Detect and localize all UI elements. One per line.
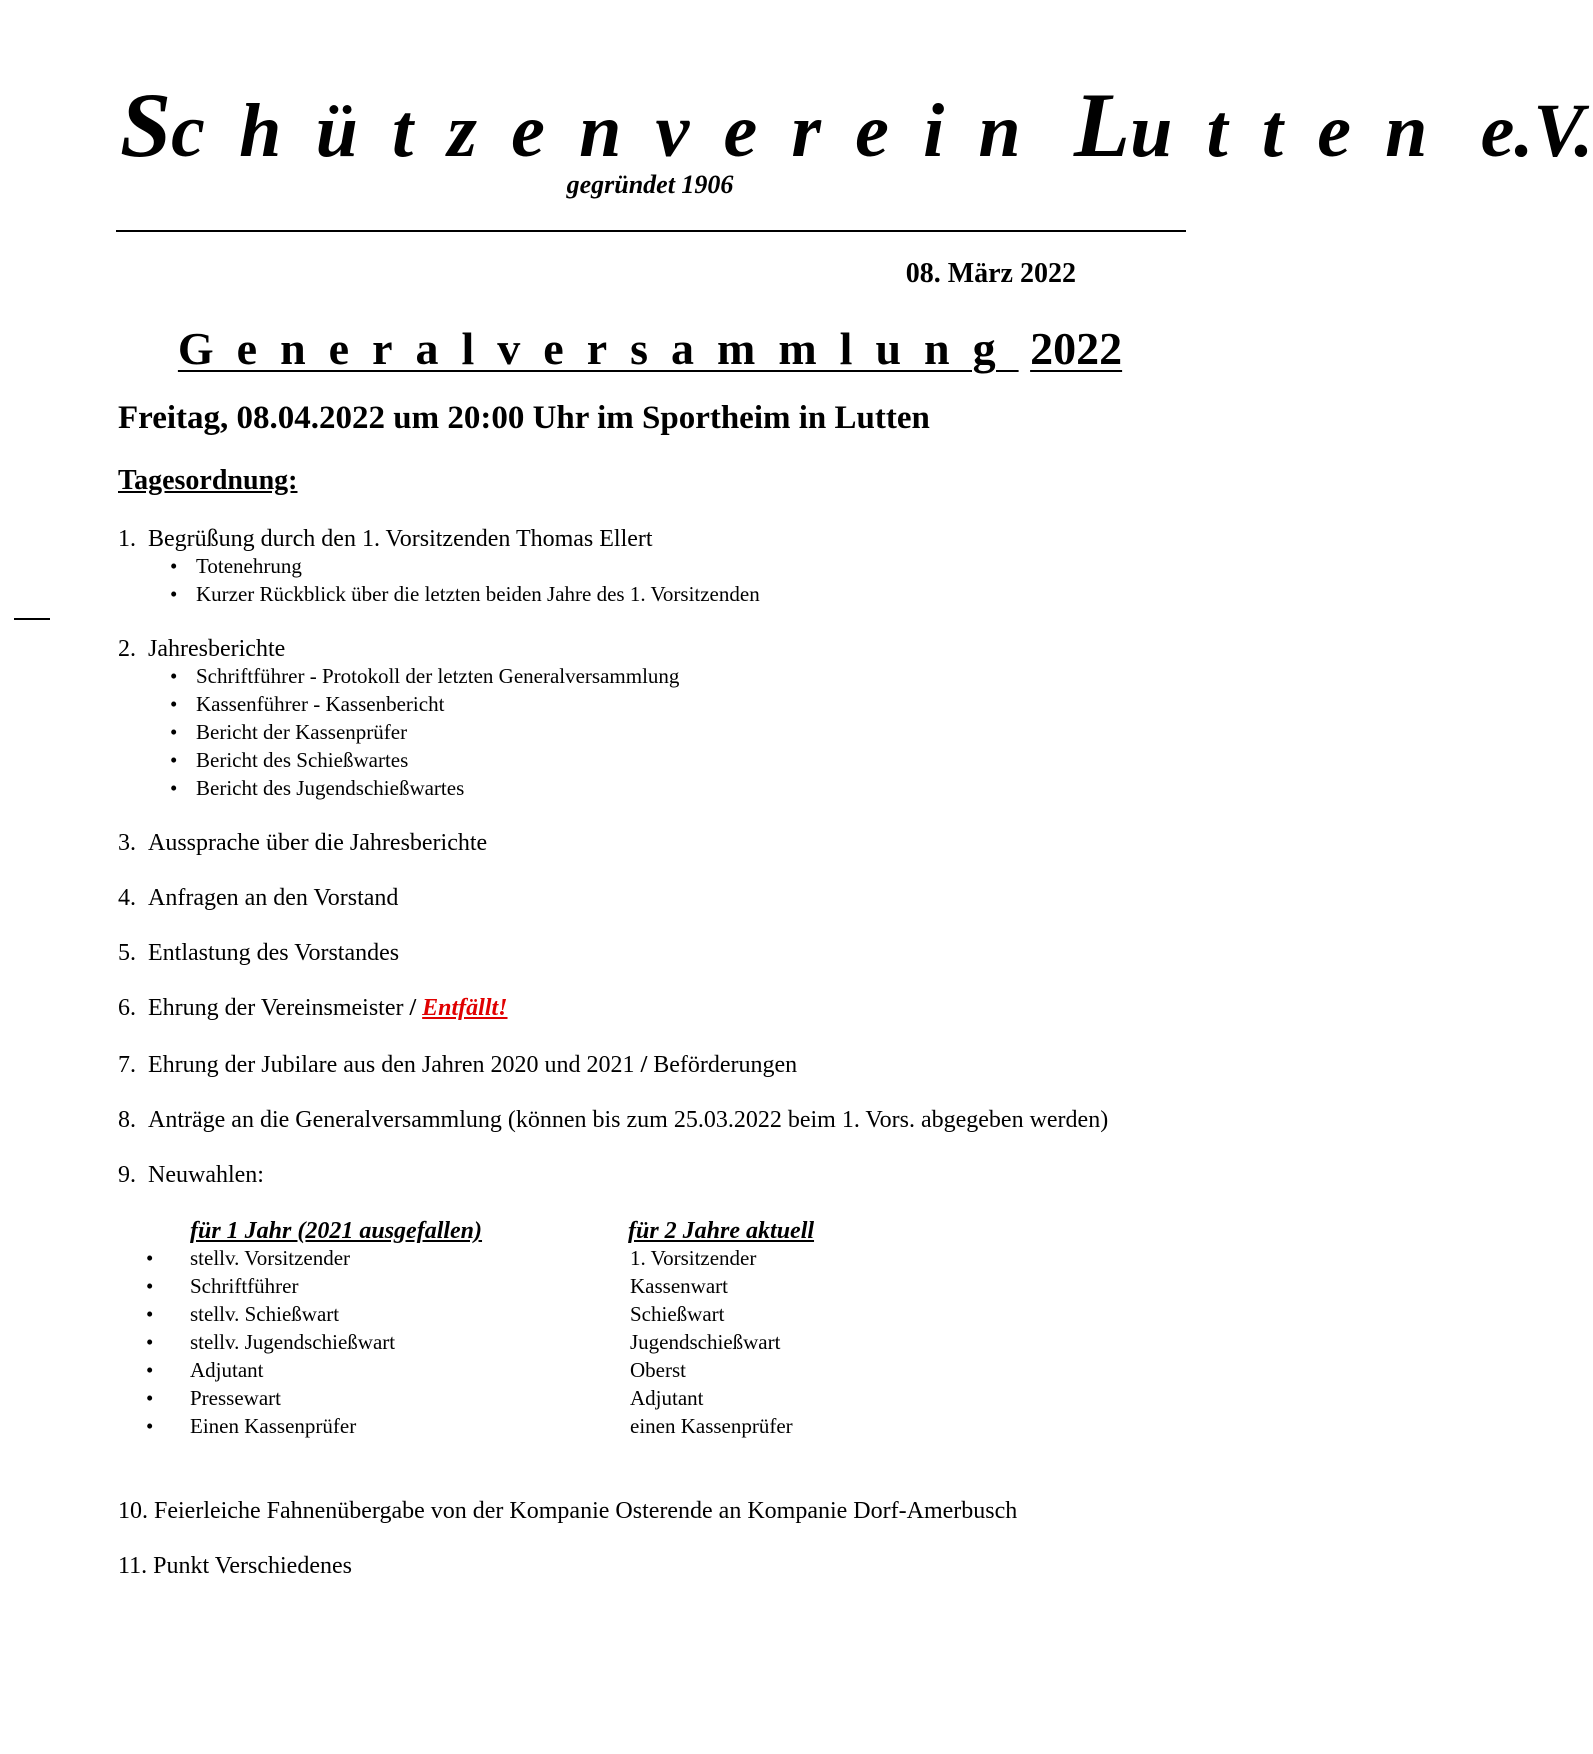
cancelled-note: Entfällt!	[422, 995, 508, 1021]
agenda-subitem: • Kassenführer - Kassenbericht	[196, 692, 444, 717]
list-bullet: •	[146, 1358, 154, 1382]
election-col2-entry: einen Kassenprüfer	[630, 1414, 793, 1438]
agenda-item-11: 11. Punkt Verschiedenes	[118, 1553, 352, 1579]
agenda-subitem: • Kurzer Rückblick über die letzten beiden Jahre des 1. Vorsitzenden	[196, 582, 760, 607]
agenda-subitem: • Totenehrung	[196, 554, 302, 579]
list-bullet: •	[146, 1330, 154, 1354]
election-col1-entry: Pressewart	[190, 1386, 281, 1410]
heading-year: 2022	[1030, 323, 1123, 374]
list-bullet: •	[146, 1274, 154, 1298]
election-col2-entry: Kassenwart	[630, 1274, 728, 1298]
document-heading	[120, 322, 1180, 375]
fold-mark	[14, 618, 50, 620]
agenda-item-1: 1. Begrüßung durch den 1. Vorsitzenden Thomas Ellert	[118, 526, 653, 552]
election-col2-entry: Schießwart	[630, 1302, 725, 1326]
document-date: 08. März 2022	[905, 258, 1076, 289]
meeting-info: Freitag, 08.04.2022 um 20:00 Uhr im Sportheim in Lutten	[118, 400, 930, 436]
agenda-item-9: 9. Neuwahlen:	[118, 1162, 264, 1188]
election-col2-entry: Jugendschießwart	[630, 1330, 781, 1354]
election-col1-header: für 1 Jahr (2021 ausgefallen)	[190, 1218, 483, 1244]
agenda-item-10: 10. Feierleiche Fahnenübergabe von der Kompanie Osterende an Kompanie Dorf-Amerbusch	[118, 1498, 1018, 1524]
agenda-item-7: 7. Ehrung der Jubilare aus den Jahren 2020 und 2021 / Beförderungen	[118, 1052, 798, 1078]
election-col1-entry: stellv. Jugendschießwart	[190, 1330, 396, 1354]
election-col2-header: für 2 Jahre aktuell	[628, 1218, 815, 1244]
election-col2-entry: Adjutant	[630, 1386, 704, 1410]
agenda-item-2: 2. Jahresberichte	[118, 636, 286, 662]
agenda-item-6: 6. Ehrung der Vereinsmeister / Entfällt!	[118, 995, 508, 1021]
header-divider	[116, 230, 1186, 232]
agenda-subitem: • Bericht des Schießwartes	[196, 748, 408, 773]
election-col1-entry: Schriftführer	[190, 1274, 299, 1298]
club-name-part1: chützenverein	[171, 89, 1055, 173]
club-name-part2: utten	[1130, 89, 1462, 173]
list-bullet: •	[146, 1414, 154, 1438]
agenda-subitem: • Bericht der Kassenprüfer	[196, 720, 407, 745]
election-col2-entry: Oberst	[630, 1358, 686, 1382]
election-col2-entry: 1. Vorsitzender	[630, 1246, 757, 1270]
agenda-title: Tagesordnung:	[118, 465, 298, 496]
agenda-item-3: 3. Aussprache über die Jahresberichte	[118, 830, 488, 856]
agenda-item-5: 5. Entlastung des Vorstandes	[118, 940, 400, 966]
club-name-part3: e.V.	[1480, 89, 1593, 173]
agenda-item-4: 4. Anfragen an den Vorstand	[118, 885, 399, 911]
founded-line: gegründet 1906	[566, 170, 734, 199]
list-bullet: •	[146, 1246, 154, 1270]
agenda-item-8: 8. Anträge an die Generalversammlung (können bis zum 25.03.2022 beim 1. Vors. abgegeben werden)	[118, 1107, 1109, 1133]
election-col1-entry: Adjutant	[190, 1358, 264, 1382]
agenda-subitem: • Bericht des Jugendschießwartes	[196, 776, 464, 801]
election-col1-entry: stellv. Schießwart	[190, 1302, 340, 1326]
list-bullet: •	[146, 1386, 154, 1410]
agenda-subitem: • Schriftführer - Protokoll der letzten Generalversammlung	[196, 664, 679, 689]
election-col1-entry: Einen Kassenprüfer	[190, 1414, 357, 1438]
election-col1-entry: stellv. Vorsitzender	[190, 1246, 351, 1270]
club-name: Schützenverein Lutten e.V.	[120, 74, 1593, 176]
heading-word: Generalversammlung	[177, 323, 1019, 374]
list-bullet: •	[146, 1302, 154, 1326]
